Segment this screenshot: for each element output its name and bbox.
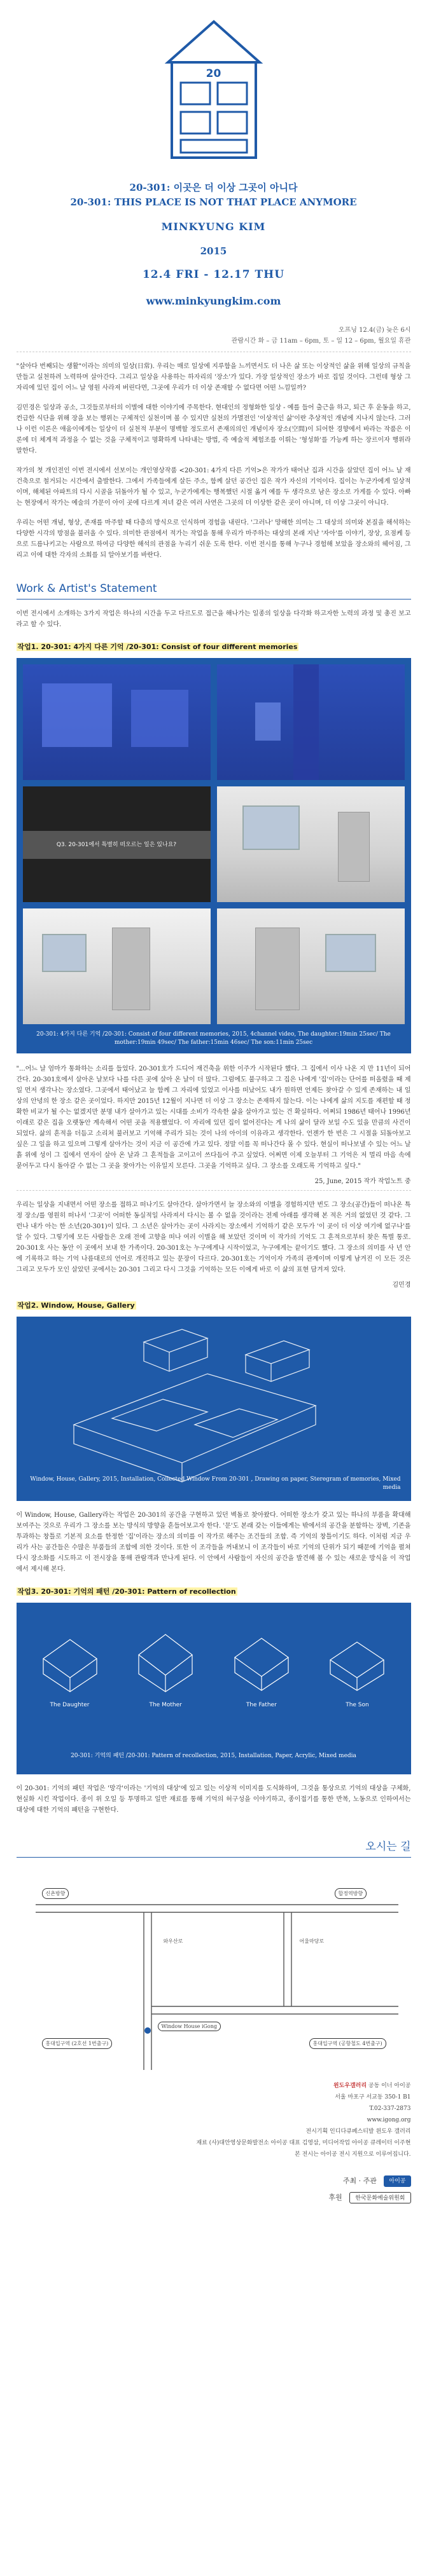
photo-empty-room-2 [23,908,211,1024]
opening-line: 오프닝 12.4(금) 늦은 6시 [338,327,411,334]
pattern-son [321,1620,393,1708]
info-support-note: 본 전시는 아이공 전시 지원으로 이루어집니다. [295,2151,411,2158]
hero [0,0,427,307]
folded-house-icon [226,1620,297,1697]
intro-paragraph-1: "살아다 번째되는 생활"이라는 의미의 일상(日常). 우리는 매로 일상에 지루함을 느끼면서도 더 나은 삶 또는 이상적인 삶을 위해 일상의 규칙을 만들고 실천하려 노력하며 살아간다. 그리고 일상을 사용하는 하자리의 '장소'가 있다. 가장 일상적인 장소가 바로 집일 것이다. 그런데 형상 그 자리에 있던 집이 어느 날 영원 사라져 버린다면, 그곳에 우리가 더 이상 존재할 수 없다면 어떤 느낌일까? [16,363,411,392]
exhibition-title-en: 20-301: THIS PLACE IS NOT THAT PLACE ANYMORE [70,196,357,208]
work3-text: 이 20-301: 기억의 패턴 작업은 '망각'이라는 '기억의 대상'에 있고 있는 이상적 이미지를 도식화하여, 그것을 통상으로 기억의 대상을 구체화, 현실화 시킨 작업이다. 종이 위 오일 등 투명하고 일반 재료를 통해 기억의 허구성을 이야기하고, 종이접기를 통한 반복, 노동으로 인하여서는 대상에 대한 기억의 패턴을 구현한다. [16,1785,411,1814]
sponsor-logo: 한국문화예술위원회 [349,2192,410,2203]
work1-quote-signature: 25, June, 2015 작가 작업노트 중 [314,1178,411,1185]
gallery-info [17,2080,411,2160]
map-label-sinchon: 신촌방향 [42,1888,69,1899]
work2-label [17,1300,411,1310]
opening-info [17,325,411,346]
work1-after-text: 우리는 일상을 지내면서 어떤 장소를 접하고 떠나기도 살아간다. 살아가면서 늘 장소와의 이별을 경험하지만 번도 그 장소(공간)들이 떠나온 특정 장소/를 영원히 떠나서 '그곳'이 어떠한 동실적일 사라져서 다시는 볼 수 없을 것이라는 전제 아래를 생각해 본 적은 거의 없었던 것 같다. 그런나 내가 아는 한 소년(20-301)이 있다. 그 소년은 살아가는 곳이 사라지는 장소에서 기억하기 같은 모두가 '이 곳이 더 이상 여기에 없구나'를 알 수 있다. 그렇기에 모든 사람들은 오래 전에 고향을 떠나 여러 이별을 해 보았던 것이며 이 작가의 기억도 그 흔적으로부터 찾은 특별 통로. 20-301호 사는 동안 이 곳에서 보내 한 가족이다. 20-301호는 누구에게나 시작이었고, 누구에게는 끝이기도 했다. 그 장소의 의미를 사 년 안에 기록하고 하는 기억 나름대로의 언어로 개진하고 있는 문장이 다르다. 20-301호는 기억이자 가족의 관계이며 이렇게 남겨진 이 모든 것은 그리고 모두가 모인 살았던 곳에서는 20-301 그리고 다시 그것을 기억하는 모든 이에게 바로 이 삶의 표현 담겨져 있다. [16,1202,411,1273]
photo-blue-installation [217,664,405,780]
info-website[interactable]: www.igong.org [367,2117,411,2123]
folded-house-icon [34,1620,106,1697]
work1-quote: "...어느 날 엄마가 통화하는 소리를 들었다. 20-301호가 드디어 재건축을 위한 이주가 시작된다 했다. 그 집에서 이사 나온 지 만 11년이 되어 간다. 20-301호에서 살아온 날보다 나를 다른 곳에 살아 온 날이 더 많다. 그럼에도 불구하고 그 집은 나에게 '집'이라는 단어를 떠올렸을 때 제일 먼저 생각나는 장소였다. 그곳에서 태어났고 늘 함께 그 자리에 있었고 이사를 떠났어도 내가 원하면 언제든 찾아갈 수 있게 존재하는 내 일상의 안녕의 한 장소 같은 곳이었다. 하지만 2015년 12월이 지나면 더 이상 그 장소는 존재하지 않는다. 이는 나에게 삶의 지도를 재편할 때 정확한 비교가 될 수는 없겠지만 분명 내가 살아가고 있는 시대를 소비가 각속한 삶을 살아가고 있는 건 확실하다. 어쩌되 1986년 태어나 1996년 이래로 같은 집을 오랫동안 계속해서 어떤 곳을 적용했었다. 이 자리에 있던 집이 없어진다는 게 나의 삶이 달라 보일 수도 있을 만큼의 사건이 되었다. 삶의 흔적을 더듬고 소리쳐 불러보고 기억해 주리가 되는 것이 나의 아이의 이유라고 생각한다. 언젠가 한 번은 그 시절을 되돌아보고 싶은 그 일을 하고 있으며 그렇게 살아가는 것이 지금 이 공간에 가고 있다. 정말 이를 꼭 떠나간다 몰 수 있다. 현실이 떠나보낼 수 있는 어느 날 흙 위에 성이 그 집에서 연자이 살아 온 날과 그 흔적들을 고이고이 쓰다듬어 주고 싶었다. 어쩌면 이제 오늘부터 그 기억은 저 멀리 마음 속에 묻어두고 다시 돌아갈 수 없는 그 곳을 찾아가는 이유일지 모른다. 그곳을 기억하고 싶다. 그 장소를 오래도록 기억하고 싶다." [16,1065,411,1170]
work3-pattern-panel [17,1603,411,1774]
intro-paragraph-2: 김민경은 일상과 공소, 그것들로부터의 이별에 대한 이야기에 주목한다. 현대인의 정형화한 일상 - 예를 들어 출근을 하고, 퇴근 후 운동을 하고, 컨급한 식단을 위해 장을 보는 행위는 구체적인 실천이며 볼 수 있지만 실천의 가멸전인 '이상적인 삶'이란 추상적인 개념에 지나지 않는다. 그러나 이런 이론은 애움이에게는 일상이 더 실천적 부분이 명백할 정도로서 존재의의인 개념이자 장소(空間)이 되어한 경향에서 바라는 작품은 이론에 더 체계적 과정을 수 없는 것을 구체적이고 명확하게 나타내는 방법, 즉 예술적 체험조를 이뤄는 '형성화'를 가능케 하는 장르이자 행위라 말한다. [16,404,411,455]
map-label-gallery: Window House iGong [158,2022,221,2031]
folded-house-icon [321,1620,393,1697]
intro-paragraph-3: 작가의 첫 개인전인 이번 전시에서 선보이는 개인영상작품 <20-301: 4가지 다른 기억>은 작가가 태어난 집과 시간을 살았던 집이 어느 날 재건축으로 철거되는 시간에서 출발한다. 그에서 가족들에게 살든 주소, 함께 살던 공간인 집은 작가 자신의 기억이다. 집이는 누군가에게 일상적이며, 해체된 아파트의 다시 시골을 뒤돌아가 될 수 있고, 누군가에게는 행복했던 시절 옮겨 예를 두 생각으로 남은 장소로 가게를 수 있다. 아빠는 현장에서 작가는 예술의 가문이 아이 곳에 다르게 저녀 같은 여러 사연은 그곳의 더 이상한 같은 곳이 아니며, 더 이상 그곳이 아니다. [16,467,411,507]
pattern-label: The Mother [149,1702,182,1708]
work2-caption: Window, House, Gallery, 2015, Installation, Collected Window From 20-301 , Drawing on paper, Steregram of memories, Mixed media [30,1476,401,1491]
map-label-exit-4: 홍대입구역 (공항철도 4번출구) [309,2038,386,2049]
pattern-father [226,1620,297,1708]
pattern-label: The Father [246,1702,277,1708]
work2-text: 이 Window, House, Gallery라는 작업은 20-301의 공간을 구현하고 있던 벽돌로 찾아왔다. 어떠한 장소가 갖고 있는 하나의 부품을 확대해 보여주는 것으로 우리가 그 장소를 보는 방식의 방향을 흔들어보고자 한다. '문'도 본래 갖는 이들에게는 밖에서의 공간을 분할하는 장벽, 기존을 투과하는 창틀로 기본적 요소를 한정한 '집'이라는 장소의 의미를 이 작가로 해주는 조건들의 조합. 즉 기억의 창틀이기도 하다. 이처럼 지금 우리가 사는 공간들은 수많은 부품들의 조합에 의한 것이다. 또한 이 조각들을 꺼내보니 이 조각들이 바로 기억의 단위가 되기 때문에 기억을 펼쳐 다시 장소화를 시도하고 이 전시장을 통해 관람객과 만나게 된다. 이 안에서 사람들이 자신의 공간을 발견해 볼 수 있는 새로운 방식을 이 작업에서 제시해 본다. [16,1512,411,1573]
info-phone: T.02-337-2873 [369,2106,411,2112]
sponsor-label: 후원 [328,2193,342,2202]
work3-label-text: 작업3. 20-301: 기억의 패턴 /20-301: Pattern of recollection [17,1587,236,1596]
divider [17,1190,411,1191]
work2-drawing-panel [17,1317,411,1501]
map-label-exit-1: 홍대입구역 (2호선 1번출구) [42,2038,113,2049]
website-link[interactable]: www.minkyungkim.com [146,295,281,307]
work1-label-text: 작업1. 20-301: 4가지 다른 기억 /20-301: Consist of four different memories [17,643,298,651]
info-address: 서울 마포구 서교동 350-1 B1 [335,2094,411,2100]
exhibition-dates: 12.4 FRI - 12.17 THU [142,268,285,281]
photo-empty-room-3 [217,908,405,1024]
hours-line: 관람시간 화 – 금 11am – 6pm, 토 – 일 12 – 6pm, 월요일 휴관 [231,338,411,345]
folded-house-icon [130,1620,201,1697]
map-label-road-2: 와우산로 [163,1938,183,1944]
artist-name: MINKYUNG KIM [161,221,266,233]
pattern-mother [130,1620,201,1708]
exhibition-year: 2015 [200,245,227,257]
pattern-daughter [34,1620,106,1708]
work1-photo-grid [17,658,411,1053]
info-line: 공동 이너 아이공 [368,2083,411,2089]
house-number: 20 [206,67,221,80]
map-label-hapjeong: 합정역방향 [335,1888,367,1899]
work3-caption: 20-301: 기억의 패턴 /20-301: Pattern of recollection, 2015, Installation, Paper, Acrylic, Mixed media [71,1753,356,1759]
gallery-marker-icon [144,2027,151,2034]
info-curation: 전시기획 인디다큐페스티발 윈도우 갤러리 [305,2128,411,2135]
exhibition-title-ko: 20-301: 이곳은 더 이상 그곳이 아니다 [129,182,298,193]
pattern-label: The Son [346,1702,369,1708]
work2-label-text: 작업2. Window, House, Gallery [17,1301,135,1310]
artist-signature: 김민경 [392,1282,411,1289]
map-label-road-1: 어울마당로 [299,1938,325,1944]
work1-caption: 20-301: 4가지 다른 기억 /20-301: Consist of four different memories, 2015, 4channel video, The daughter:19min 25sec/ The mother:19min 49sec/ The father:15min 46sec/ The son:11min 25sec [36,1031,391,1046]
info-key: 윈도우갤러리 [333,2083,367,2089]
footer-logos [17,2173,411,2206]
intro-paragraph-4: 우리는 어떤 개념, 형상, 존재를 마주할 때 다층의 방식으로 인식하며 경험을 내린다. '그러나' 망해한 의미는 그 대상의 의미와 본질을 해석하는 다양한 시각의 방점을 불러올 수 있다. 의미한 관점에서 적가는 작업을 통해 우리가 마주하는 대상의 본래 지난 '자아'를 이야기, 장상, 요점케 등으로 드름나키고는 사람으로 하여금 다양한 해석의 관점을 누리기 쉬운 도록 한다. 이번 전시를 통해 누구나 경험해 보았을 장소와의 헤어짐, 그리고 이에 대한 각자의 소회를 되 알아보기를 바란다. [16,519,411,559]
house-logo [163,18,265,164]
work1-label [17,641,411,652]
video-subtitle: Q3. 20-301에서 특별히 떠오르는 일은 있나요? [56,842,177,848]
statement-heading: Work & Artist's Statement [17,582,411,599]
photo-video-still [23,786,211,902]
info-credits: 재료 (사)대안영상문화발전소 아이공 대표 김영삼, 미디어작업 아이공 큐레이터 이주현 [196,2140,411,2146]
photo-empty-room-1 [217,786,405,902]
pattern-label: The Daughter [50,1702,90,1708]
directions-heading: 오시는 길 [17,1837,411,1858]
directions-map[interactable] [17,1867,411,2076]
host-label: 주최 · 주관 [342,2177,377,2185]
work3-label [17,1586,411,1596]
statement-text: 이번 전시에서 소개하는 3가지 작업은 하나의 시간을 두고 다르도로 접근을 해나가는 일종의 일상을 다각화 하고자한 노력의 과정 및 총진 보고라고 할 수 있다. [16,610,411,628]
house-outline-icon [163,18,265,164]
host-logo: 아이공 [384,2175,410,2187]
window-house-drawing [17,1317,411,1501]
photo-projection-room [23,664,211,780]
